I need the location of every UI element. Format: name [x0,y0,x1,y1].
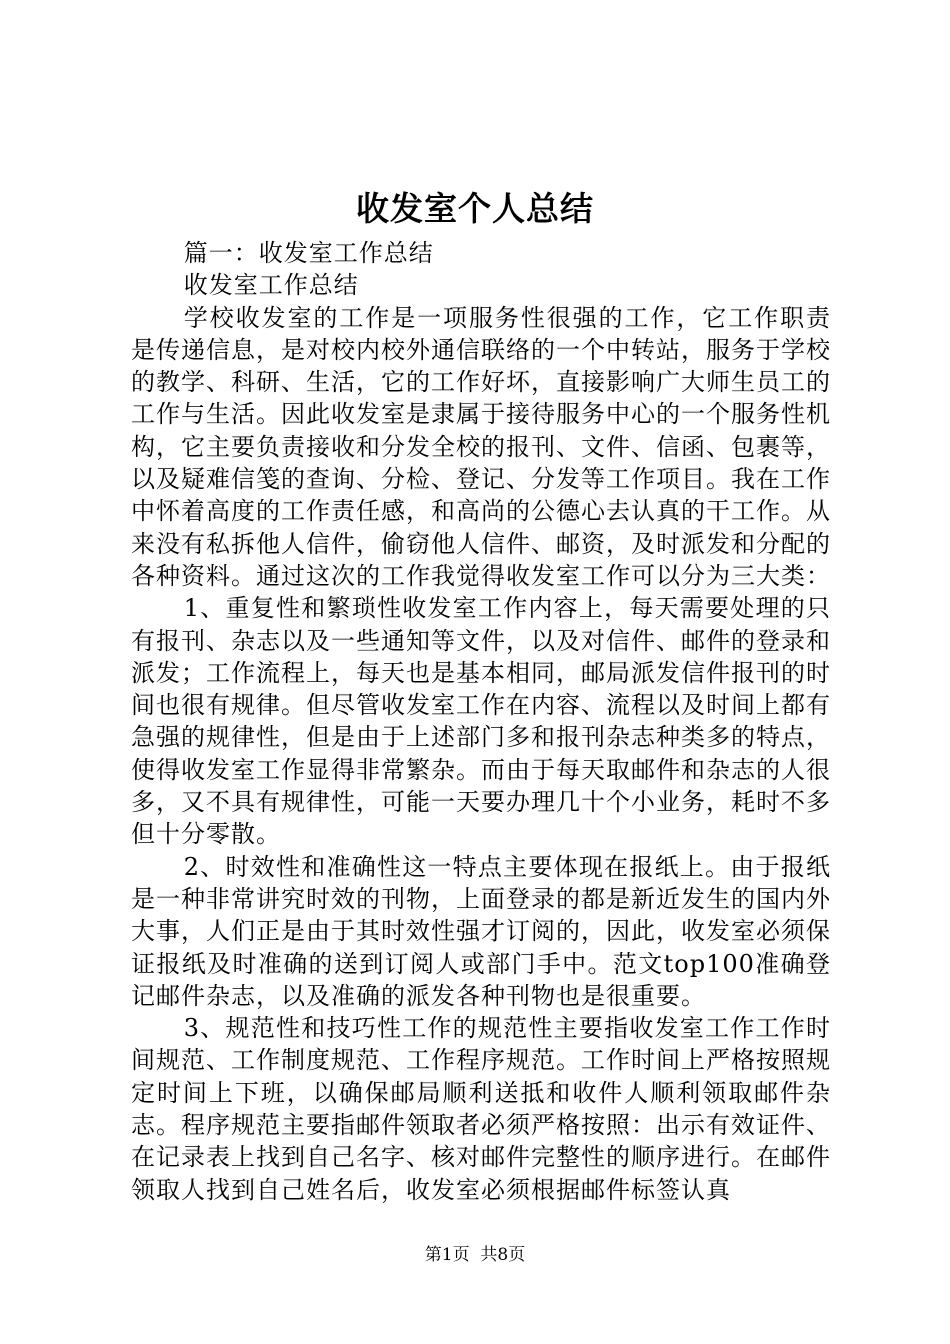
body-paragraph: 3、规范性和技巧性工作的规范性主要指收发室工作工作时间规范、工作制度规范、工作程序规范。工作时间上严格按照规定时间上下班，以确保邮局顺利送抵和收件人顺利领取邮件杂志。程序规范主要指邮件领取者必须严格按照：出示有效证件、在记录表上找到自己名字、核对邮件完整性的顺序进行。在邮件领取人找到自己姓名后，收发室必须根据邮件标签认真 [131,1014,831,1204]
section-heading: 篇一：收发室工作总结 [183,239,434,267]
page-total: 共8页 [480,1245,526,1265]
page-number: 第1页 [424,1245,470,1265]
section-subheading: 收发室工作总结 [183,271,359,300]
body-paragraph: 1、重复性和繁琐性收发室工作内容上，每天需要处理的只有报刊、杂志以及一些通知等文件，以及对信件、邮件的登录和派发；工作流程上，每天也是基本相同，邮局派发信件报刊的时间也很有规律。但尽管收发室工作在内容、流程以及时间上都有急强的规律性，但是由于上述部门多和报刊杂志种类多的特点，使得收发室工作显得非常繁杂。而由于每天取邮件和杂志的人很多，又不具有规律性，可能一天要办理几十个小业务，耗时不多但十分零散。 [131,594,831,849]
body-paragraph: 学校收发室的工作是一项服务性很强的工作，它工作职责是传递信息，是对校内校外通信联络的一个中转站，服务于学校的教学、科研、生活，它的工作好坏，直接影响广大师生员工的工作与生活。因此收发室是隶属于接待服务中心的一个服务性机构，它主要负责接收和分发全校的报刊、文件、信函、包裹等，以及疑难信笺的查询、分检、登记、分发等工作项目。我在工作中怀着高度的工作责任感，和高尚的公德心去认真的干工作。从来没有私拆他人信件，偷窃他人信件、邮资，及时派发和分配的各种资料。通过这次的工作我觉得收发室工作可以分为三大类： [131,303,831,590]
body-paragraph: 2、时效性和准确性这一特点主要体现在报纸上。由于报纸是一种非常讲究时效的刊物，上面登录的都是新近发生的国内外大事，人们正是由于其时效性强才订阅的，因此，收发室必须保证报纸及时准确的送到订阅人或部门手中。范文top100准确登记邮件杂志，以及准确的派发各种刊物也是很重要。 [131,852,831,1010]
document-title: 收发室个人总结 [356,189,594,228]
page-footer [0,1244,950,1266]
document-body [131,237,831,1206]
